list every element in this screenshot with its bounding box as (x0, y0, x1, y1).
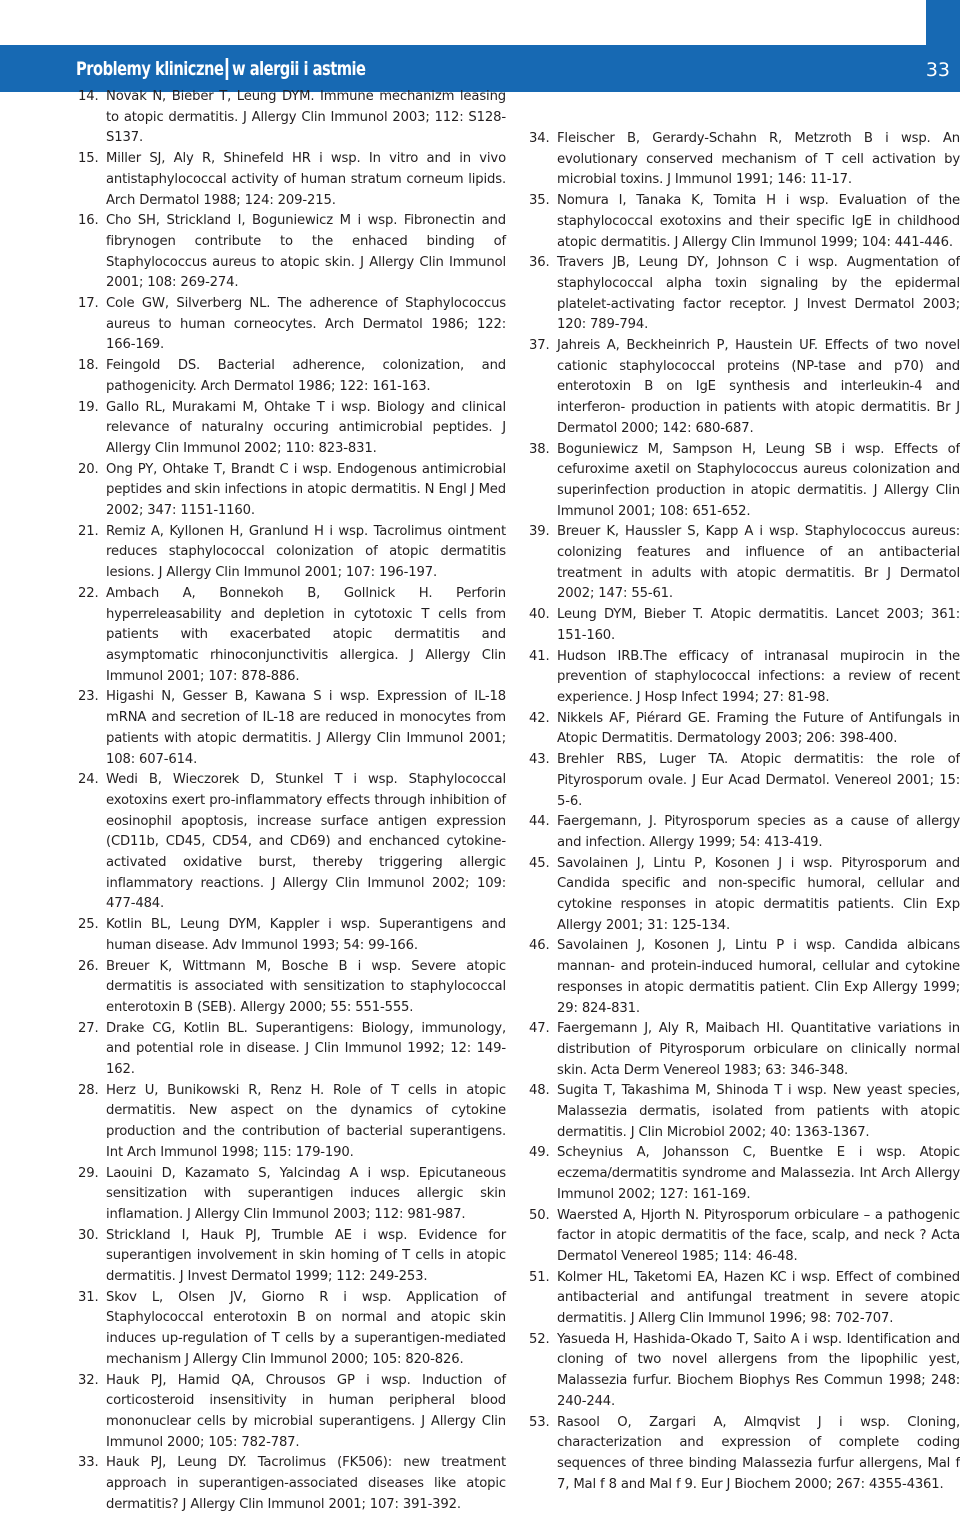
reference-number: 21. (78, 523, 99, 539)
reference-item (529, 1143, 960, 1205)
reference-number: 53. (529, 1414, 550, 1430)
reference-text: Leung DYM, Bieber T. Atopic dermatitis. Lancet 2003; 361: 151-160. (557, 607, 960, 643)
reference-item (529, 440, 960, 523)
reference-number: 28. (78, 1082, 99, 1098)
reference-item (529, 1081, 960, 1143)
reference-text: Novak N, Bieber T, Leung DYM. Immune mechanizm leasing to atopic dermatitis. J Allergy Clin Immunol 2003; 112: S128-S137. (106, 89, 506, 146)
reference-item (78, 1226, 506, 1288)
reference-text: Faergemann, J. Pityrosporum species as a cause of allergy and infection. Allergy 1999; 54: 413-419. (557, 814, 960, 850)
reference-item (78, 687, 506, 770)
reference-number: 20. (78, 461, 99, 477)
reference-text: Boguniewicz M, Sampson H, Leung SB i wsp. Effects of cefuroxime axetil on Staphylococcus aureus colonization and superinfection production in atopic dermatitis. J Allergy Clin Immunol 2001; 108: 651-652. (557, 441, 960, 519)
reference-number: 41. (529, 648, 550, 664)
reference-text: Jahreis A, Beckheinrich P, Haustein UF. Effects of two novel cationic staphylococcal proteins (NP-tase and p70) and enterotoxin B on IgE synthesis and interleukin-4 and interferon- production in patients with atopic dermatitis. Br J Dermatol 2000; 142: 680-687. (557, 338, 960, 436)
reference-item (529, 1413, 960, 1496)
reference-text: Laouini D, Kazamato S, Yalcindag A i wsp. Epicutaneous sensitization with superantigen induces allergic skin inflamation. J Allergy Clin Immunol 2003; 112: 981-987. (106, 1165, 506, 1222)
header-title-part1: Problemy kliniczne (76, 58, 229, 80)
header-title-part2: w alergii i astmie (232, 58, 366, 80)
reference-text: Yasueda H, Hashida-Okado T, Saito A i wsp. Identification and cloning of two novel allergens from the lipophilic yest, Malassezia furfur. Biochem Biophys Res Commun 1998; 248: 240-244. (557, 1331, 960, 1409)
reference-number: 23. (78, 689, 99, 705)
reference-number: 43. (529, 752, 550, 768)
reference-number: 36. (529, 255, 550, 271)
corner-tab (926, 0, 960, 45)
reference-text: Herz U, Bunikowski R, Renz H. Role of T cells in atopic dermatitis. New aspect on the dynamics of cytokine production and the contribution of bacterial superantigens. Int Arch Immunol 1998; 115: 179-190. (106, 1082, 506, 1160)
reference-number: 26. (78, 958, 99, 974)
reference-number: 33. (78, 1455, 99, 1471)
reference-number: 16. (78, 213, 99, 229)
references-right-column (529, 129, 960, 1495)
reference-item (78, 87, 506, 149)
reference-item (529, 336, 960, 440)
reference-item (529, 253, 960, 336)
reference-item (529, 1019, 960, 1081)
reference-item (78, 460, 506, 522)
reference-number: 35. (529, 193, 550, 209)
reference-text: Remiz A, Kyllonen H, Granlund H i wsp. Tacrolimus ointment reduces staphylococcal colonization of atopic dermatitis lesions. J Allergy Clin Immunol 2001; 107: 196-197. (106, 523, 506, 581)
reference-item (529, 522, 960, 605)
reference-text: Ambach A, Bonnekoh B, Gollnick H. Perforin hyperreleasability and depletion in cytotoxic T cells from patients with exacerbated atopic dermatitis and asymptomatic rhinoconjunctivitis allergica. J Allergy Clin Immunol 2001; 107: 878-886. (106, 585, 506, 684)
reference-item (529, 750, 960, 812)
reference-number: 22. (78, 585, 99, 601)
reference-number: 37. (529, 338, 550, 354)
reference-item (78, 356, 506, 397)
reference-number: 34. (529, 131, 550, 146)
reference-number: 29. (78, 1165, 99, 1181)
reference-number: 15. (78, 151, 99, 167)
reference-item (78, 398, 506, 460)
reference-text: Rasool O, Zargari A, Almqvist J i wsp. Cloning, characterization and expression of complete coding sequences of three binding Malassezia furfur allergens, Mal f 7, Mal f 8 and Mal f 9. Eur J Biochem 2000; 267: 4355-4361. (557, 1414, 960, 1492)
reference-item (78, 584, 506, 688)
reference-item (529, 605, 960, 646)
reference-number: 30. (78, 1227, 99, 1243)
reference-number: 31. (78, 1289, 99, 1305)
reference-text: Skov L, Olsen JV, Giorno R i wsp. Application of Staphylococcal enterotoxin B on normal and atopic skin induces up-regulation of T cells by a superantigen-mediated mechanism J Allergy Clin Immunol 2000; 105: 820-826. (106, 1289, 506, 1367)
reference-item (529, 936, 960, 1019)
reference-item (529, 129, 960, 191)
reference-text: Faergemann J, Aly R, Maibach HI. Quantitative variations in distribution of Pityrosporum orbiculare on clinically normal skin. Acta Derm Venereol 1983; 63: 346-348. (557, 1021, 960, 1078)
reference-item (78, 1164, 506, 1226)
reference-number: 48. (529, 1083, 550, 1099)
reference-item (78, 149, 506, 211)
reference-text: Wedi B, Wieczorek D, Stunkel T i wsp. Staphylococcal exotoxins exert pro-inflammatory effects through inhibition of eosinophil apoptosis, increase surface antigen expression (CD11b, CD45, CD54, and CD69) and enchanced cytokine-activated oxidative burst, thereby triggering allergic inflammatory reactions. J Allergy Clin Immunol 2002; 109: 477-484. (106, 772, 506, 912)
reference-text: Brehler RBS, Luger TA. Atopic dermatitis: the role of Pityrosporum ovale. J Eur Acad Dermatol. Venereol 2001; 15: 5-6. (557, 752, 960, 809)
reference-item (78, 522, 506, 584)
reference-number: 17. (78, 296, 99, 312)
page-number: 33 (925, 59, 950, 81)
reference-number: 25. (78, 917, 99, 933)
reference-number: 14. (78, 89, 99, 104)
reference-text: Higashi N, Gesser B, Kawana S i wsp. Expression of IL-18 mRNA and secretion of IL-18 are reduced in monocytes from patients with atopic dermatitis. J Allergy Clin Immunol 2001; 108: 607-614. (106, 689, 506, 767)
reference-item (78, 1081, 506, 1164)
reference-text: Hudson IRB.The efficacy of intranasal mupirocin in the prevention of staphylococcal infections: a review of recent experience. J Hosp Infect 1994; 27: 81-98. (557, 648, 960, 705)
reference-number: 39. (529, 524, 550, 540)
reference-item (529, 647, 960, 709)
reference-item (78, 957, 506, 1019)
reference-item (529, 191, 960, 253)
reference-number: 24. (78, 772, 99, 788)
reference-number: 42. (529, 710, 550, 726)
reference-item (78, 1288, 506, 1371)
reference-item (78, 770, 506, 915)
reference-number: 51. (529, 1269, 550, 1285)
reference-text: Cho SH, Strickland I, Boguniewicz M i wsp. Fibronectin and fibrynogen contribute to the enhaced binding of Staphylococcus aureus to atopic skin. J Allergy Clin Immunol 2001; 108: 269-274. (106, 213, 506, 291)
reference-text: Feingold DS. Bacterial adherence, colonization, and pathogenicity. Arch Dermatol 1986; 122: 161-163. (106, 358, 506, 394)
reference-text: Breuer K, Wittmann M, Bosche B i wsp. Severe atopic dermatitis is associated with sensitization to staphylococcal enterotoxin B (SEB). Allergy 2000; 55: 551-555. (106, 958, 506, 1015)
reference-number: 49. (529, 1145, 550, 1161)
reference-text: Breuer K, Haussler S, Kapp A i wsp. Staphylococcus aureus: colonizing features and influence of an antibacterial treatment in adults with atopic dermatitis. Br J Dermatol 2002; 147: 55-61. (557, 524, 960, 602)
reference-text: Savolainen J, Lintu P, Kosonen J i wsp. Pityrosporum and Candida specific and non-specific humoral, cellular and cytokine responses in atopic dermatitis patients. Clin Exp Allergy 2001; 31: 125-134. (557, 855, 960, 933)
reference-text: Savolainen J, Kosonen J, Lintu P i wsp. Candida albicans mannan- and protein-induced humoral, cellular and cytokine responses in atopic dermatitis patient. Clin Exp Allergy 1999; 29: 824-831. (557, 938, 960, 1016)
reference-number: 38. (529, 441, 550, 457)
references-left-column (78, 87, 506, 1516)
reference-item (529, 812, 960, 853)
reference-text: Scheynius A, Johansson C, Buentke E i wsp. Atopic eczema/dermatitis syndrome and Malassezia. Int Arch Allergy Immunol 2002; 127: 161-169. (557, 1145, 960, 1202)
reference-number: 32. (78, 1372, 99, 1388)
reference-item (529, 709, 960, 750)
reference-item (78, 915, 506, 956)
reference-item (78, 294, 506, 356)
reference-text: Cole GW, Silverberg NL. The adherence of Staphylococcus aureus to human corneocytes. Arch Dermatol 1986; 122: 166-169. (106, 296, 506, 353)
reference-item (529, 1206, 960, 1268)
reference-text: Nikkels AF, Piérard GE. Framing the Future of Antifungals in Atopic Dermatitis. Dermatology 2003; 206: 398-400. (557, 710, 960, 747)
reference-text: Ong PY, Ohtake T, Brandt C i wsp. Endogenous antimicrobial peptides and skin infections in atopic dermatitis. N Engl J Med 2002; 347: 1151-1160. (106, 461, 506, 519)
reference-number: 50. (529, 1207, 550, 1223)
reference-item (529, 854, 960, 937)
reference-number: 18. (78, 358, 99, 374)
reference-number: 19. (78, 399, 99, 415)
reference-number: 46. (529, 938, 550, 954)
reference-item (529, 1330, 960, 1413)
reference-number: 52. (529, 1331, 550, 1347)
reference-item (78, 211, 506, 294)
reference-text: Gallo RL, Murakami M, Ohtake T i wsp. Biology and clinical relevance of naturalny occuring antimicrobial peptides. J Allergy Clin Immunol 2002; 110: 823-831. (106, 399, 506, 456)
reference-text: Hauk PJ, Leung DY. Tacrolimus (FK506): new treatment approach in superantigen-associated diseases like atopic dermatitis? J Allergy Clin Immunol 2001; 107: 391-392. (106, 1455, 506, 1512)
reference-number: 45. (529, 855, 550, 871)
reference-number: 44. (529, 814, 550, 830)
reference-text: Waersted A, Hjorth N. Pityrosporum orbiculare – a pathogenic factor in atopic dermatitis of the face, scalp, and neck ? Acta Dermatol Venereol 1985; 114: 46-48. (557, 1207, 960, 1264)
reference-text: Kotlin BL, Leung DYM, Kappler i wsp. Superantigens and human disease. Adv Immunol 1993; 54: 99-166. (106, 917, 506, 953)
reference-number: 27. (78, 1020, 99, 1036)
reference-text: Strickland I, Hauk PJ, Trumble AE i wsp. Evidence for superantigen involvement in skin homing of T cells in atopic dermatitis. J Invest Dermatol 1999; 112: 249-253. (106, 1227, 506, 1285)
reference-item (529, 1268, 960, 1330)
reference-text: Drake CG, Kotlin BL. Superantigens: Biology, immunology, and potential role in disease. J Clin Immunol 1992; 12: 149-162. (106, 1020, 506, 1078)
running-header-title (76, 53, 366, 85)
reference-item (78, 1453, 506, 1515)
reference-text: Nomura I, Tanaka K, Tomita H i wsp. Evaluation of the staphylococcal exotoxins and their specific IgE in childhood atopic dermatitis. J Allergy Clin Immunol 1999; 104: 441-446. (557, 193, 960, 250)
reference-number: 40. (529, 607, 550, 623)
reference-text: Kolmer HL, Taketomi EA, Hazen KC i wsp. Effect of combined antibacterial and antifungal treatment in severe atopic dermatitis. J Allerg Clin Immunol 1996; 98: 702-707. (557, 1269, 960, 1327)
reference-text: Miller SJ, Aly R, Shinefeld HR i wsp. In vitro and in vivo antistaphylococcal activity of human stratum corneum lipids. Arch Dermatol 1988; 124: 209-215. (106, 151, 506, 208)
reference-item (78, 1371, 506, 1454)
reference-text: Fleischer B, Gerardy-Schahn R, Metzroth B i wsp. An evolutionary conserved mechanism of T cell activation by microbial toxins. J Immunol 1991; 146: 11-17. (557, 131, 960, 188)
reference-item (78, 1019, 506, 1081)
reference-text: Travers JB, Leung DY, Johnson C i wsp. Augmentation of staphylococcal alpha toxin signaling by the epidermal platelet-activating factor receptor. J Invest Dermatol 2003; 120: 789-794. (557, 255, 960, 333)
reference-number: 47. (529, 1021, 550, 1037)
reference-text: Sugita T, Takashima M, Shinoda T i wsp. New yeast species, Malassezia dermatis, isolated from patients with atopic dermatitis. J Clin Microbiol 2002; 40: 1363-1367. (557, 1083, 960, 1140)
reference-text: Hauk PJ, Hamid QA, Chrousos GP i wsp. Induction of corticosteroid insensitivity in human peripheral blood mononuclear cells by microbial superantigens. J Allergy Clin Immunol 2000; 105: 782-787. (106, 1372, 506, 1450)
